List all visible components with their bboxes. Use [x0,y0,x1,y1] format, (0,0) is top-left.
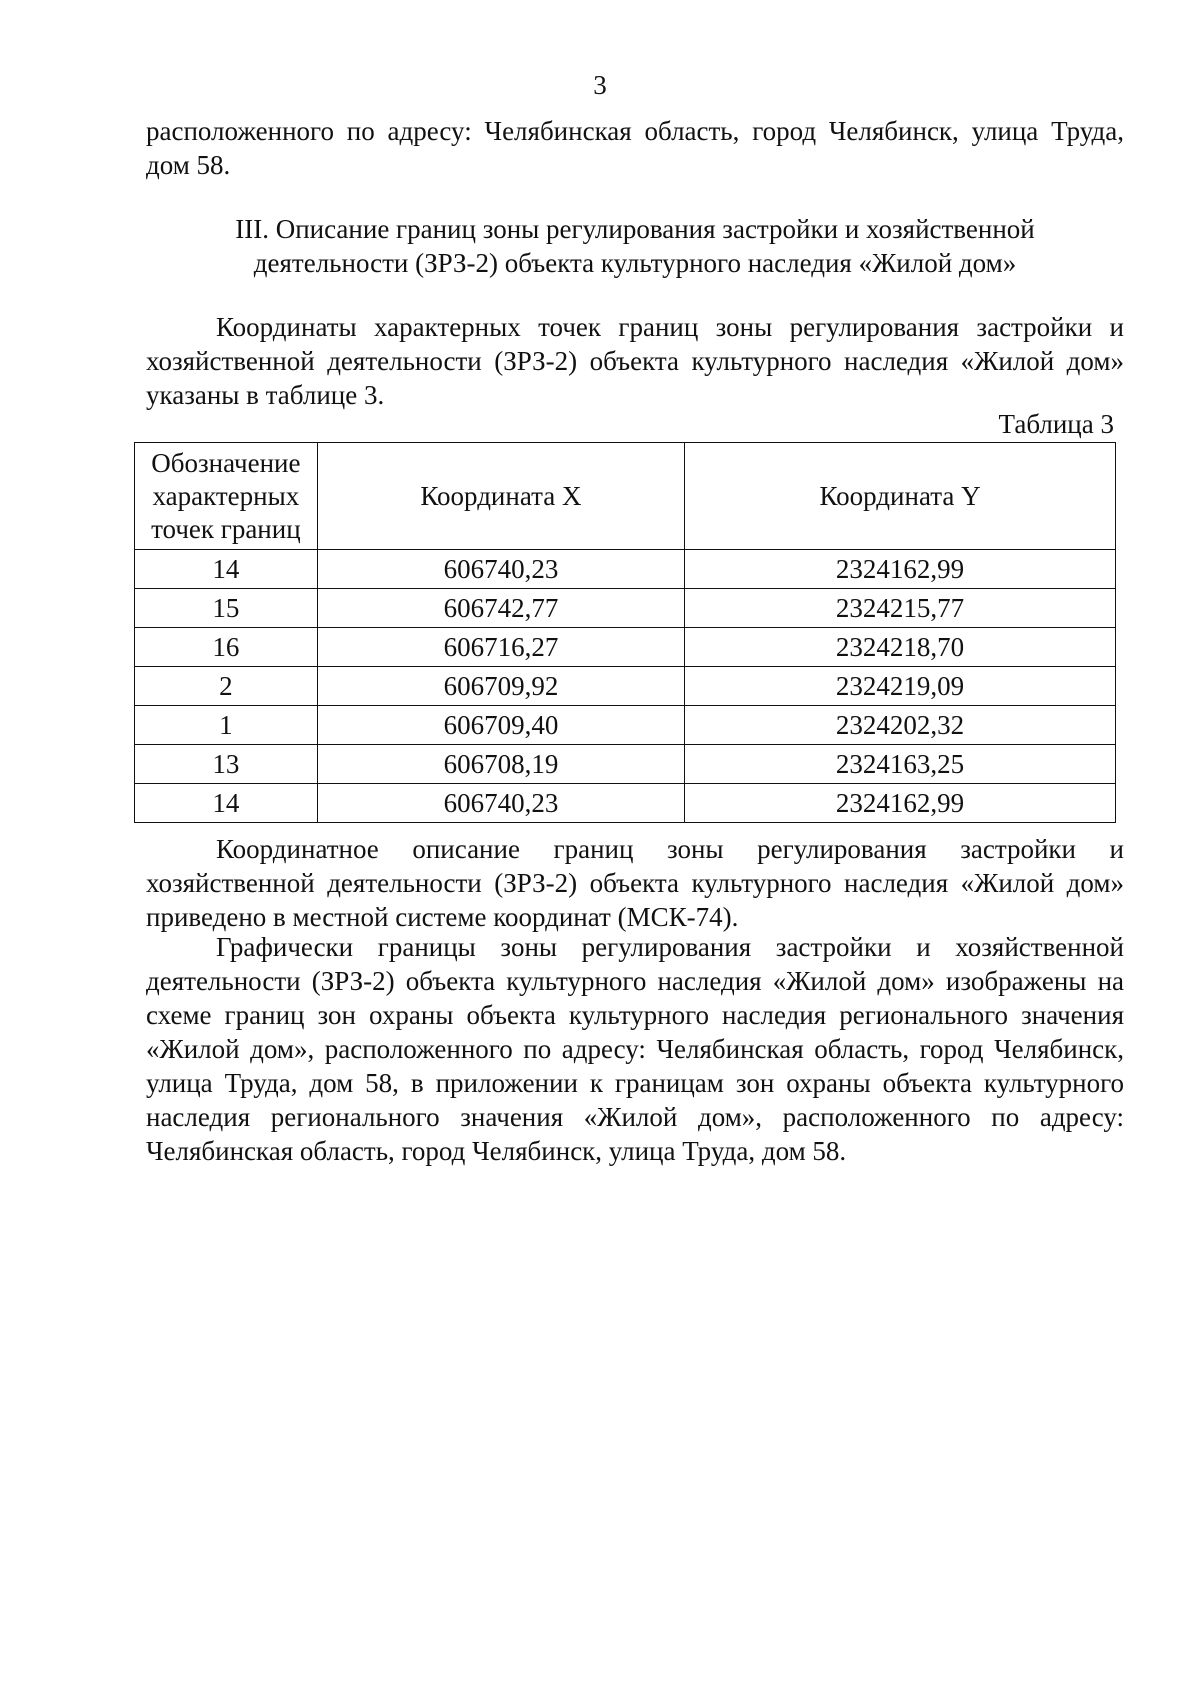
table-caption: Таблица 3 [998,409,1114,439]
cell-y: 2324163,25 [685,745,1116,784]
cell-x: 606740,23 [317,550,684,589]
table-row [135,550,1116,589]
cell-point: 14 [135,550,318,589]
table-header-row [135,443,1116,550]
intro-paragraph: Координаты характерных точек границ зоны регулирования застройки и хозяйственной деятельности (ЗРЗ-2) объекта культурного наследия «Жилой дом» указаны в таблице 3. [146,312,1124,410]
cell-point: 13 [135,745,318,784]
coordinates-table [134,442,1116,823]
cell-point: 16 [135,628,318,667]
header-x: Координата X [317,443,684,550]
section-heading [146,212,1124,280]
cell-x: 606708,19 [317,745,684,784]
cell-x: 606709,40 [317,706,684,745]
table-row [135,628,1116,667]
section-heading-line2: деятельности (ЗРЗ-2) объекта культурного наследия «Жилой дом» [253,248,1017,278]
section-heading-line1: III. Описание границ зоны регулирования застройки и хозяйственной [235,214,1035,244]
cell-y: 2324215,77 [685,589,1116,628]
cell-x: 606709,92 [317,667,684,706]
page-number: 3 [593,70,607,100]
header-point: Обозначение характерных точек границ [135,443,318,550]
cell-y: 2324162,99 [685,784,1116,823]
cell-y: 2324219,09 [685,667,1116,706]
table-row [135,745,1116,784]
cell-y: 2324162,99 [685,550,1116,589]
table-row [135,667,1116,706]
table-row [135,706,1116,745]
header-y: Координата Y [685,443,1116,550]
graphic-boundaries-paragraph: Графически границы зоны регулирования застройки и хозяйственной деятельности (ЗРЗ-2) объекта культурного наследия «Жилой дом» изображены на схеме границ зон охраны объекта культурного наследия регионального значения «Жилой дом», расположенного по адресу: Челябинская область, город Челябинск, улица Труда, дом 58, в приложении к границам зон охраны объекта культурного наследия регионального значения «Жилой дом», расположенного по адресу: Челябинская область, город Челябинск, улица Труда, дом 58. [146,932,1124,1166]
cell-y: 2324218,70 [685,628,1116,667]
cell-x: 606742,77 [317,589,684,628]
table-row [135,784,1116,823]
cell-point: 2 [135,667,318,706]
cell-x: 606740,23 [317,784,684,823]
cell-point: 15 [135,589,318,628]
coordinate-system-paragraph: Координатное описание границ зоны регулирования застройки и хозяйственной деятельности (ЗРЗ-2) объекта культурного наследия «Жилой дом» приведено в местной системе координат (МСК-74). [146,834,1124,932]
cell-point: 14 [135,784,318,823]
cell-point: 1 [135,706,318,745]
cell-x: 606716,27 [317,628,684,667]
table-row [135,589,1116,628]
cell-y: 2324202,32 [685,706,1116,745]
continued-paragraph: расположенного по адресу: Челябинская область, город Челябинск, улица Труда, дом 58. [146,116,1124,180]
